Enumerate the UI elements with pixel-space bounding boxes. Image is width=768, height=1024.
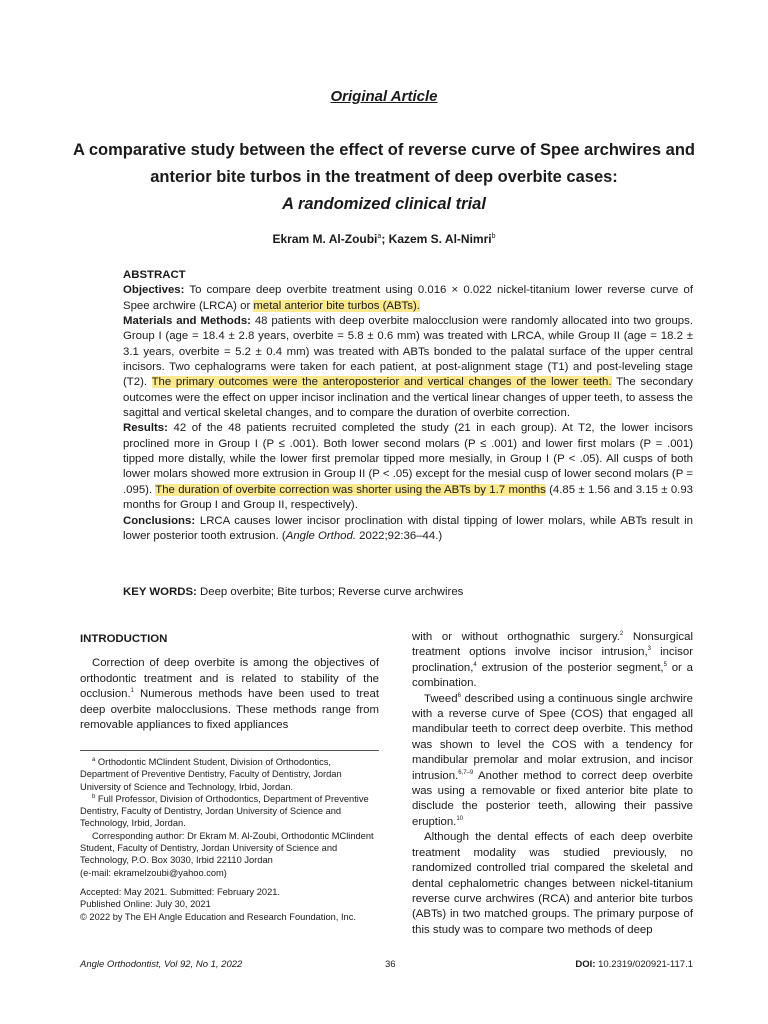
affiliation-mark: a <box>92 756 96 763</box>
conclusions-text: LRCA causes lower incisor proclination with distal tipping of lower molars, while ABTs result in lower posterior tooth extrusion. ( <box>123 514 693 542</box>
author-name: Kazem S. Al-Nimri <box>388 232 492 246</box>
doi <box>575 959 693 970</box>
paragraph: Although the dental effects of each deep overbite treatment modality was studied previously, no randomized controlled trial compared the skeletal and dental cephalometric changes between nickel-titanium reverse curve archwires (RCA) and anterior bite turbos (ABTs) in two matched groups. The primary purpose of this study was to compare two methods of deep <box>412 831 693 936</box>
copyright-line: © 2022 by The EH Angle Education and Research Foundation, Inc. <box>80 911 356 922</box>
affiliation-mark: b <box>491 233 496 240</box>
paragraph-text: Numerous methods have been used to treat deep overbite malocclusions. These methods range from removable appliances to fixed appliances <box>80 688 379 732</box>
reference-mark: 6 <box>457 692 461 699</box>
objectives-text: To compare deep overbite treatment using 0.016 × 0.022 nickel-titanium lower reverse curve of Spee archwire (LRCA) or <box>123 284 693 312</box>
abstract <box>123 268 693 544</box>
paragraph-text: incisor proclination, <box>412 646 693 674</box>
paragraph-text: described using a continuous single archwire with a reverse curve of Spee (COS) that engaged all mandibular teeth to correct deep overbite. This method was shown to level the COS with a tendency for mandibular premolar and molar extrusion, and incisor intrusion. <box>412 692 693 782</box>
methods-label: Materials and Methods: <box>123 315 251 328</box>
paragraph <box>412 630 693 692</box>
doi-value: 10.2319/020921-117.1 <box>595 959 693 970</box>
footnote-divider <box>80 750 379 751</box>
left-column <box>80 632 379 733</box>
key-words-label: KEY WORDS: <box>123 586 197 598</box>
reference-mark: 1 <box>130 688 134 695</box>
abstract-methods <box>123 314 693 421</box>
results-label: Results: <box>123 422 168 435</box>
paragraph-text: or a combination. <box>412 661 693 690</box>
introduction-heading: INTRODUCTION <box>80 633 168 645</box>
accepted-line: Accepted: May 2021. Submitted: February 2021. <box>80 886 280 897</box>
author-list <box>0 232 768 246</box>
reference-mark: 5 <box>663 662 667 669</box>
footnotes <box>80 756 379 923</box>
conclusions-text: 2022;92:36–44.) <box>356 529 443 542</box>
title-subtitle: A randomized clinical trial <box>282 195 486 213</box>
paragraph-text: Tweed <box>424 692 458 705</box>
results-text: 42 of the 48 patients recruited completed the study (21 in each group). At T2, the lower incisors proclined more in Group I (P ≤ .001). Both lower second molars (P ≤ .001) and lower first molars (P = .001) tipped more distally, while the lower first premolar tipped more mesially, in Group I (P < .05). All cusps of both lower molars showed more extrusion in Group II (P < .05) except for the mesial cusp of lower second molars (P = .095). <box>123 422 693 496</box>
page-number: 36 <box>385 959 396 970</box>
corresponding-author: Corresponding author: Dr Ekram M. Al-Zoubi, Orthodontic MClindent Student, Faculty of Dentistry, Jordan University of Science and Technology, P.O. Box 3030, Irbid 22110 Jordan <box>80 830 374 866</box>
right-column <box>412 630 693 938</box>
abstract-results <box>123 421 693 513</box>
journal-citation: Angle Orthodontist, Vol 92, No 1, 2022 <box>80 959 243 970</box>
objectives-label: Objectives: <box>123 284 185 297</box>
paragraph-text: extrusion of the posterior segment, <box>476 661 664 674</box>
highlighted-text: The primary outcomes were the anteroposterior and vertical changes of the lower teeth. <box>151 376 612 389</box>
paragraph <box>412 692 693 831</box>
article-type: Original Article <box>330 88 438 105</box>
highlighted-text: The duration of overbite correction was shorter using the ABTs by 1.7 months <box>155 483 546 496</box>
author-name: Ekram M. Al-Zoubi <box>272 232 378 246</box>
reference-mark: 10 <box>456 816 464 823</box>
paragraph-text: Nonsurgical treatment options involve incisor intrusion, <box>412 631 693 659</box>
key-words-text: Deep overbite; Bite turbos; Reverse curve archwires <box>196 586 464 598</box>
reference-mark: 6,7–9 <box>458 769 474 776</box>
published-line: Published Online: July 30, 2021 <box>80 899 211 910</box>
key-words <box>123 586 693 598</box>
conclusions-label: Conclusions: <box>123 514 196 527</box>
doi-label: DOI: <box>575 959 596 970</box>
paragraph-text: Another method to correct deep overbite was using a removable or fixed anterior bite plate to disclude the posterior teeth, allowing their passive eruption. <box>412 769 693 828</box>
reference-mark: 2 <box>619 631 624 638</box>
footnote <box>80 756 379 793</box>
title-main: A comparative study between the effect of reverse curve of Spee archwires and anterior bite turbos in the treatment of deep overbite cases: <box>72 141 696 186</box>
paragraph-text: with or without orthognathic surgery. <box>412 631 620 643</box>
page-footer <box>80 959 693 973</box>
email-line: (e-mail: ekramelzoubi@yahoo.com) <box>80 867 227 878</box>
paragraph <box>80 656 379 733</box>
footnote-text: Full Professor, Division of Orthodontics, Department of Preventive Dentistry, Faculty of Dentistry, Jordan University of Science and Technology, Irbid, Jordan. <box>80 793 369 829</box>
reference-mark: 4 <box>473 662 477 669</box>
abstract-objectives <box>123 283 693 314</box>
methods-text: The secondary outcomes were the effect on upper incisor inclination and the vertical linear changes of upper teeth, to assess the sagittal and vertical skeletal changes, and to compare the duration of overbite correction. <box>123 376 693 420</box>
abstract-conclusions <box>123 514 693 545</box>
article-title <box>60 137 708 218</box>
highlighted-text: metal anterior bite turbos (ABTs). <box>253 299 420 312</box>
footnote <box>80 793 379 830</box>
paragraph-text: Correction of deep overbite is among the objectives of orthodontic treatment and is related to stability of the occlusion. <box>80 657 379 701</box>
methods-text: 48 patients with deep overbite malocclusion were randomly allocated into two groups. Group I (age = 18.4 ± 2.8 years, overbite = 5.8 ± 0.6 mm) was treated with LRCA, while Group II (age = 18.2 ± 3.1 years, overbite = 5.2 ± 0.4 mm) was treated with ABTs bonded to the palatal surface of the upper central incisors. Two cephalograms were taken for each patient, at post-alignment stage (T1) and post-leveling stage (T2). <box>123 315 693 389</box>
footnote-text: Orthodontic MClindent Student, Division of Orthodontics, Department of Preventive Dentistry, Faculty of Dentistry, Jordan University of Science and Technology, Irbid, Jordan. <box>80 757 342 792</box>
affiliation-mark: b <box>92 793 96 800</box>
author-separator: ; <box>381 232 389 246</box>
abstract-heading: ABSTRACT <box>123 269 186 281</box>
reference-mark: 3 <box>647 646 652 653</box>
affiliation-mark: a <box>377 233 382 240</box>
results-text: (4.85 ± 1.56 and 3.15 ± 0.93 months for Group I and Group II, respectively). <box>123 483 693 512</box>
journal-abbrev: Angle Orthod. <box>285 529 357 542</box>
